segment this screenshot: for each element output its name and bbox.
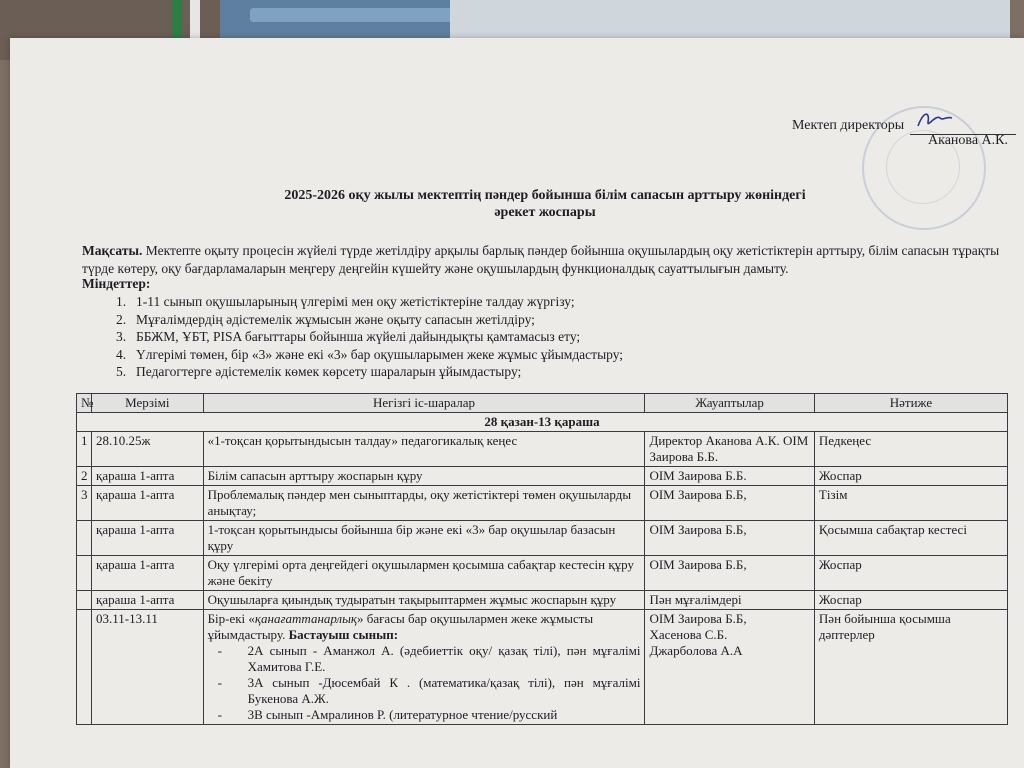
row-date: қараша 1-апта xyxy=(92,467,204,486)
student-item: - 2А сынып - Аманжол А. (әдебиеттік оқу/ қазақ тілі), пән мұғалімі Хамитова Г.Е. xyxy=(248,643,641,675)
goal-text: Мектепте оқыту процесін жүйелі түрде жетілдіру арқылы барлық пәндер бойынша оқушылардың оқу жетістіктерін арттыру, білім сапасын тұрақты түрде көтеру, оқу бағдарламаларын меңгеру деңгейін күшейту және оқушылардың функционалдық сауаттылығын дамыту. xyxy=(82,243,1000,276)
row-result: Педкеңес xyxy=(814,432,1007,467)
task-item: 4. Үлгерімі төмен, бір «3» және екі «3» бар оқушыларымен жеке жұмыс ұйымдастыру; xyxy=(116,346,624,362)
row-number xyxy=(77,556,92,591)
table-row-individual-work xyxy=(77,610,1008,725)
table-row xyxy=(77,486,1008,521)
header-responsible: Жауаптылар xyxy=(645,394,814,413)
activity-emphasis: қанағаттанарлық xyxy=(254,611,357,626)
background-paper xyxy=(450,0,1010,42)
period-label: 28 қазан-13 қараша xyxy=(77,413,1008,432)
row-number: 2 xyxy=(77,467,92,486)
task-item: 2. Мұғалімдердің әдістемелік жұмысын және оқыту сапасын жетілдіру; xyxy=(116,311,535,327)
row-responsible: ОІМ Заирова Б.Б, xyxy=(645,521,814,556)
document-page xyxy=(10,38,1024,768)
tasks-list xyxy=(116,293,623,381)
table-row xyxy=(77,432,1008,467)
header-number: № xyxy=(77,394,92,413)
row-responsible: Директор Аканова А.К. ОІМ Заирова Б.Б. xyxy=(645,432,814,467)
row-activity: Проблемалық пәндер мен сыныптарды, оқу жетістіктері төмен оқушыларды анықтау; xyxy=(203,486,645,521)
row-number: 1 xyxy=(77,432,92,467)
table-row xyxy=(77,467,1008,486)
action-plan-table xyxy=(76,393,1008,725)
row-date: 03.11-13.11 xyxy=(92,610,204,725)
row-responsible: ОІМ Заирова Б.Б, xyxy=(645,486,814,521)
row-responsible: ОІМ Заирова Б.Б, Хасенова С.Б. Джарболова А.А xyxy=(645,610,814,725)
row-activity: «1-тоқсан қорытындысын талдау» педагогикалық кеңес xyxy=(203,432,645,467)
title-line-1: 2025-2026 оқу жылы мектептің пәндер бойынша білім сапасын арттыру жөніндегі xyxy=(284,188,806,203)
task-item: 1. 1-11 сынып оқушыларының үлгерімі мен оқу жетістіктеріне талдау жүргізу; xyxy=(116,294,575,309)
row-responsible: ОІМ Заирова Б.Б. xyxy=(645,467,814,486)
row-result: Пән бойынша қосымша дәптерлер xyxy=(814,610,1007,725)
row-result: Жоспар xyxy=(814,591,1007,610)
tasks-label: Міндеттер: xyxy=(82,276,151,291)
row-result: Жоспар xyxy=(814,556,1007,591)
row-activity: Бір-екі «қанағаттанарлық» бағасы бар оқушылармен жеке жұмысты ұйымдастыру. Бастауыш сынып: - 2А сынып - Аманжол А. (әдебиеттік оқу/ қазақ тілі), пән мұғалімі Хамитова Г.Е. - 3А сынып -Дюсембай К . (математика/қазақ тілі), пән мұғалімі Букенова А.Ж. - 3В сынып -Амралинов Р. (литературное чтение/русский xyxy=(203,610,645,725)
row-result: Жоспар xyxy=(814,467,1007,486)
header-result: Нәтиже xyxy=(814,394,1007,413)
director-name: Аканова А.К. xyxy=(928,133,1008,148)
director-label: Мектеп директоры xyxy=(792,118,905,133)
header-date: Мерзімі xyxy=(92,394,204,413)
document-title xyxy=(160,187,930,221)
row-activity: Білім сапасын арттыру жоспарын құру xyxy=(203,467,645,486)
row-date: 28.10.25ж xyxy=(92,432,204,467)
goal-paragraph xyxy=(82,242,1002,278)
row-activity: 1-тоқсан қорытындысы бойынша бір және екі «3» бар оқушылар базасын құру xyxy=(203,521,645,556)
row-date: қараша 1-апта xyxy=(92,556,204,591)
row-number xyxy=(77,591,92,610)
row-date: қараша 1-апта xyxy=(92,591,204,610)
goal-label: Мақсаты. xyxy=(82,243,143,258)
row-number: 3 xyxy=(77,486,92,521)
student-item: - 3В сынып -Амралинов Р. (литературное чтение/русский xyxy=(248,707,641,723)
row-responsible: Пән мұғалімдері xyxy=(645,591,814,610)
row-result: Қосымша сабақтар кестесі xyxy=(814,521,1007,556)
table-row xyxy=(77,556,1008,591)
row-number xyxy=(77,610,92,725)
row-date: қараша 1-апта xyxy=(92,521,204,556)
title-line-2: әрекет жоспары xyxy=(494,205,596,220)
period-row xyxy=(77,413,1008,432)
table-row xyxy=(77,591,1008,610)
table-header-row xyxy=(77,394,1008,413)
row-result: Тізім xyxy=(814,486,1007,521)
director-signature xyxy=(914,108,954,132)
task-item: 5. Педагогтерге әдістемелік көмек көрсету шараларын ұйымдастыру; xyxy=(116,364,522,379)
student-item: - 3А сынып -Дюсембай К . (математика/қазақ тілі), пән мұғалімі Букенова А.Ж. xyxy=(248,675,641,707)
row-activity: Оқу үлгерімі орта деңгейдегі оқушылармен қосымша сабақтар кестесін құру және бекіту xyxy=(203,556,645,591)
row-activity: Оқушыларға қиындық тудыратын тақырыптармен жұмыс жоспарын құру xyxy=(203,591,645,610)
table-row xyxy=(77,521,1008,556)
row-number xyxy=(77,521,92,556)
row-responsible: ОІМ Заирова Б.Б, xyxy=(645,556,814,591)
primary-school-label: Бастауыш сынып: xyxy=(288,627,399,642)
student-list xyxy=(208,643,641,723)
task-item: 3. ББЖМ, ҰБТ, PISA бағыттары бойынша жүйелі дайындықты қамтамасыз ету; xyxy=(116,329,581,344)
row-date: қараша 1-апта xyxy=(92,486,204,521)
header-activity: Негізгі іс-шаралар xyxy=(203,394,645,413)
